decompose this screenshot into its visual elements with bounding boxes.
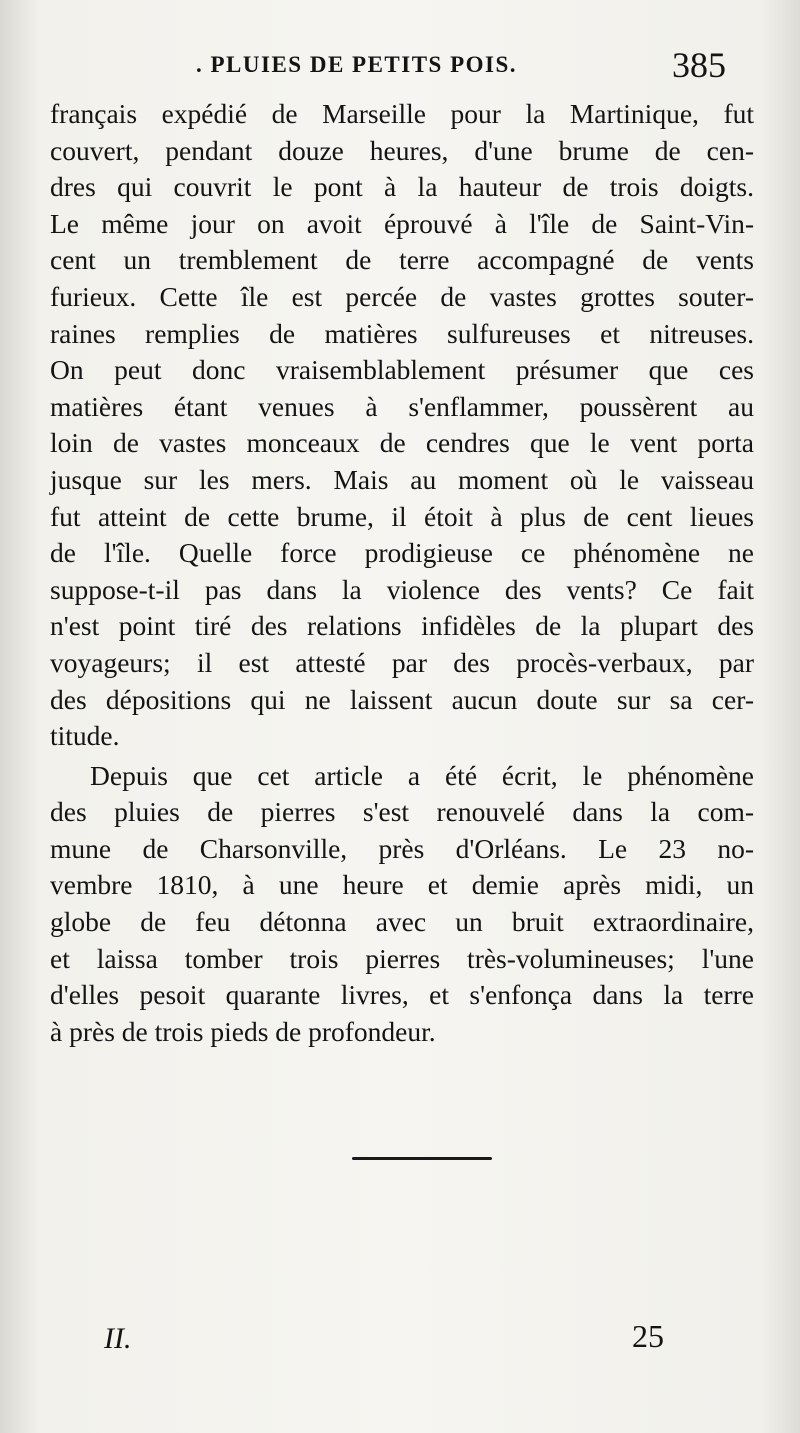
text-line: furieux. Cette île est percée de vastes grottes souter- [50,280,754,312]
text-line: cent un tremblement de terre accompagné de vents [50,244,754,276]
text-line: français expédié de Marseille pour la Martinique, fut [50,98,754,129]
text-line: suppose-t-il pas dans la violence des vents? Ce fait [50,573,754,605]
text-line: mune de Charsonville, près d'Orléans. Le 23 no- [50,832,754,864]
text-line: vembre 1810, à une heure et demie après midi, un [50,869,754,901]
text-line: des pluies de pierres s'est renouvelé dans la com- [50,796,754,828]
text-line: Le même jour on avoit éprouvé à l'île de Saint-Vin- [50,207,754,239]
text-line: globe de feu détonna avec un bruit extraordinaire, [50,906,754,938]
text-line: n'est point tiré des relations infidèles de la plupart des [50,610,754,642]
signature-mark: II. [104,1322,132,1355]
text-line: dres qui couvrit le pont à la hauteur de trois doigts. [50,171,754,203]
text-line: des dépositions qui ne laissent aucun doute sur sa cer- [50,683,754,715]
text-line: à près de trois pieds de profondeur. [50,1015,436,1047]
paragraph-2 [50,758,754,1051]
text-line: fut atteint de cette brume, il étoit à plus de cent lieues [50,500,754,532]
text-line: de l'île. Quelle force prodigieuse ce phénomène ne [50,537,754,569]
text-line: matières étant venues à s'enflammer, poussèrent au [50,390,754,422]
running-title: . PLUIES DE PETITS POIS. [196,52,518,77]
text-line: jusque sur les mers. Mais au moment où le vaisseau [50,463,754,495]
text-line: titude. [50,720,120,752]
running-head [0,44,800,84]
gathering-number: 25 [632,1318,664,1354]
text-line: et laissa tomber trois pierres très-volumineuses; l'une [50,942,754,974]
body-text [50,96,754,1050]
end-rule [352,1157,492,1160]
text-line: Depuis que cet article a été écrit, le phénomène [90,759,754,791]
text-line: On peut donc vraisemblablement présumer que ces [50,354,754,386]
text-line: couvert, pendant douze heures, d'une brume de cen- [50,134,754,166]
text-line: d'elles pesoit quarante livres, et s'enfonça dans la terre [50,979,754,1011]
text-line: raines remplies de matières sulfureuses et nitreuses. [50,317,754,349]
paragraph-1 [50,96,754,755]
text-line: loin de vastes monceaux de cendres que le vent porta [50,427,754,459]
text-line: voyageurs; il est attesté par des procès-verbaux, par [50,646,754,678]
page-number: 385 [672,45,726,85]
